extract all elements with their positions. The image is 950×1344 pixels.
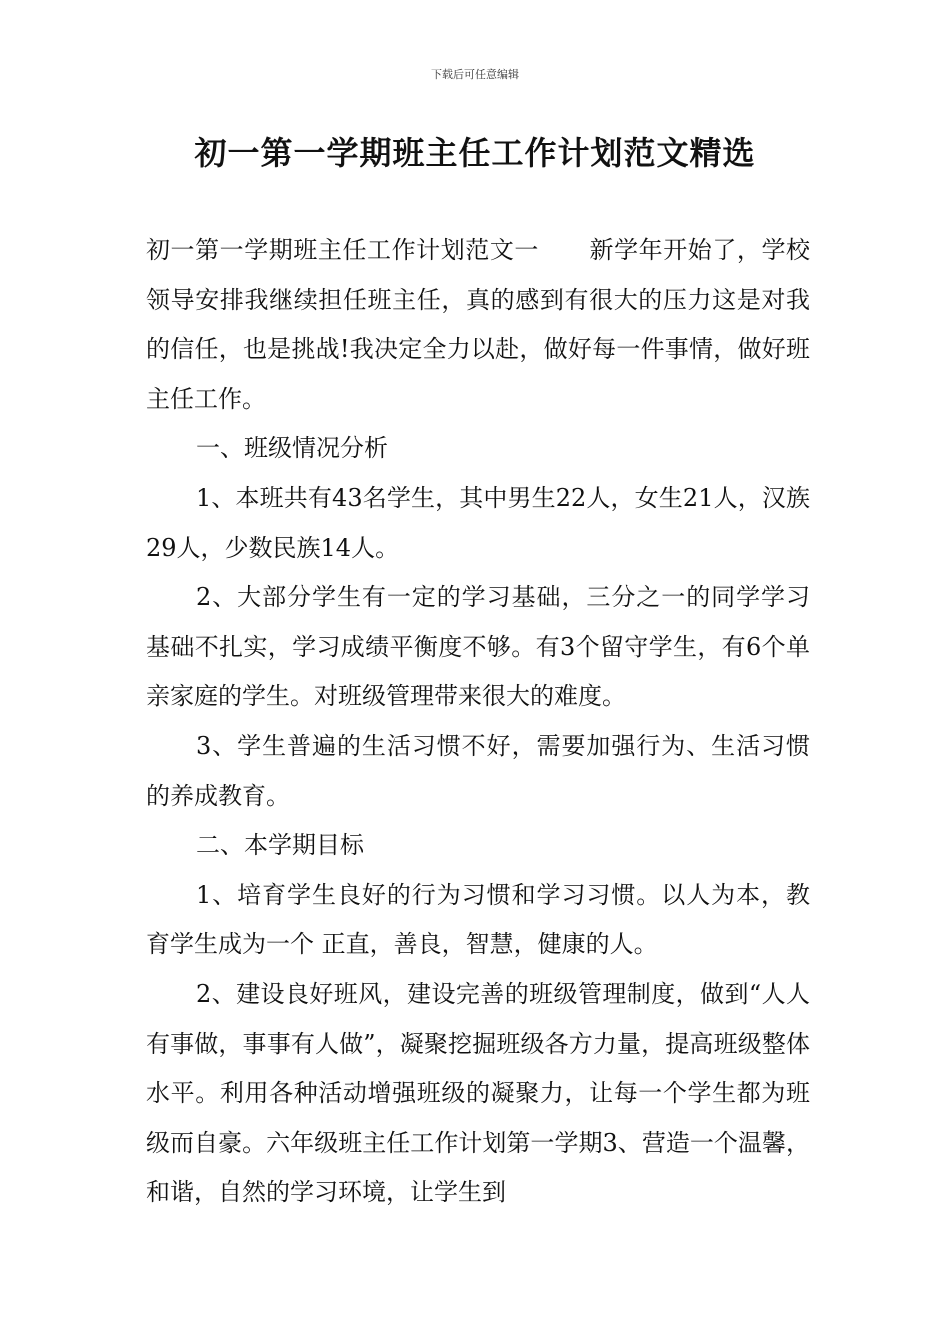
intro-paragraph — [146, 226, 810, 424]
section-1-item-2: 2、大部分学生有一定的学习基础，三分之一的同学学习基础不扎实，学习成绩平衡度不够。有3个留守学生，有6个单亲家庭的学生。对班级管理带来很大的难度。 — [146, 583, 810, 711]
section-2-item-1: 1、培育学生良好的行为习惯和学习习惯。以人为本，教育学生成为一个 正直，善良，智慧，健康的人。 — [146, 880, 810, 959]
section-2-heading: 二、本学期目标 — [196, 831, 364, 860]
header-note: 下载后可任意编辑 — [431, 68, 519, 81]
section-2-item-2: 2、建设良好班风，建设完善的班级管理制度，做到“人人有事做，事事有人做”，凝聚挖掘班级各方力量，提高班级整体水平。利用各种活动增强班级的凝聚力，让每一个学生都为班级而自豪。六年级班主任工作计划第一学期3、营造一个温馨，和谐，自然的学习环境，让学生到 — [146, 979, 810, 1207]
document-title: 初一第一学期班主任工作计划范文精选 — [194, 134, 756, 172]
section-1-heading: 一、班级情况分析 — [196, 434, 388, 463]
section-1-item-3: 3、学生普遍的生活习惯不好，需要加强行为、生活习惯的养成教育。 — [146, 731, 810, 810]
intro-text: 新学年开始了，学校领导安排我继续担任班主任，真的感到有很大的压力这是对我的信任，也是挑战!我决定全力以赴，做好每一件事情，做好班主任工作。 — [146, 236, 811, 413]
section-1-item-1: 1、本班共有43名学生，其中男生22人，女生21人，汉族29人，少数民族14人。 — [146, 483, 810, 562]
intro-heading: 初一第一学期班主任工作计划范文一 — [146, 236, 539, 264]
document-body — [146, 226, 810, 1218]
